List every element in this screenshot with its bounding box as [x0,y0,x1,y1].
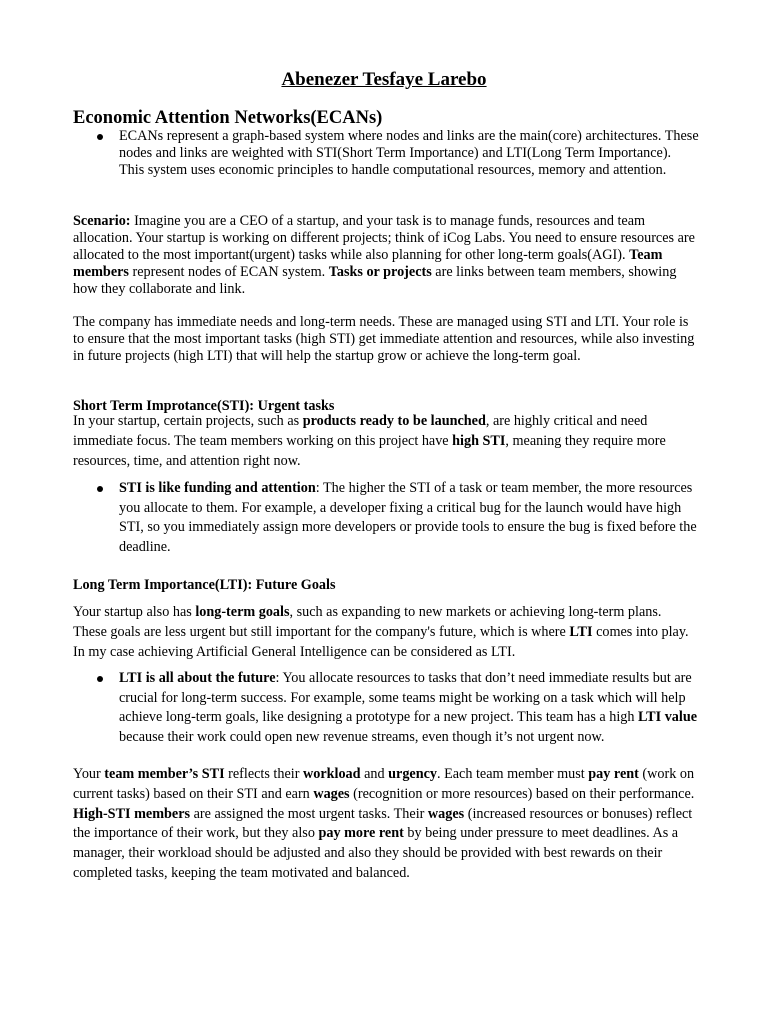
lti-text-1: Your startup also has [73,604,196,620]
scenario-bold-1: Team members [73,247,663,280]
final-text-8: (increased resources or bonuses) reflect the importance of their work, but they also [73,805,693,842]
sti-text-3: , meaning they require more resources, time, and attention right now. [73,432,666,469]
intro-bullet-text: ECANs represent a graph-based system where nodes and links are the main(core) architectures. These nodes and links are weighted with STI(Short Term Importance) and LTI(Long Term Importance). This system uses economic principles to handle computational resources, memory and attention. [119,128,699,178]
scenario-text-1: Imagine you are a CEO of a startup, and your task is to manage funds, resources and team allocation. Your startup is working on different projects; think of iCog Labs. You need to ensure resources are allocated to the most important(urgent) tasks while also planning for other long-term goals(AGI). [73,213,695,263]
final-bold-3: urgency [388,766,437,782]
lti-bold-2: LTI [569,623,593,640]
final-text-5: (work on current tasks) based on their STI and earn [73,766,695,802]
sti-text-1: In your startup, certain projects, such as [73,413,303,429]
final-bold-6: High-STI members [73,805,191,822]
final-paragraph [73,765,697,884]
sti-bold-2: high STI [452,432,506,449]
lti-heading: Long Term Importance(LTI): Future Goals [73,577,336,593]
sti-paragraph [73,412,697,471]
scenario-text-3: are links between team members, showing how they collaborate and link. [73,264,677,297]
sti-bullet-text: : The higher the STI of a task or team member, the more resources you allocate to them. For example, a developer fixing a critical bug for the launch would have high STI, so you immediately assign more developers or provide tools to ensure the bug is fixed before the deadline. [119,480,697,555]
bullet-icon [97,676,103,682]
company-paragraph: The company has immediate needs and long-term needs. These are managed using STI and LTI. Your role is to ensure that the most important tasks (high STI) get immediate attention and resources, while also investing in future projects (high LTI) that will help the startup grow or achieve the long-term goal. [73,314,695,364]
intro-bullet-item [119,128,699,179]
final-text-2: reflects their [224,766,303,782]
final-text-4: . Each team member must [437,766,589,782]
scenario-bold-2: Tasks or projects [328,264,432,280]
lti-bullet-item [119,669,699,747]
section-heading-ecans: Economic Attention Networks(ECANs) [73,108,383,128]
lti-bullet-text-2: because their work could open new revenue streams, even though it’s not urgent now. [119,728,605,745]
sti-heading: Short Term Improtance(STI): Urgent tasks [73,398,335,414]
final-text-7: are assigned the most urgent tasks. Their [190,805,428,822]
scenario-paragraph [73,213,697,298]
lti-bullet-text-1: : You allocate resources to tasks that don’t need immediate results but are crucial for long-term success. For example, some teams might be working on a task which will help achieve long-term goals, like designing a prototype for a new project. This team has a high [119,670,692,726]
final-text-9: by being under pressure to meet deadlines. As a manager, their workload should be adjusted and also they should be provided with best rewards on their completed tasks, keeping the team motivated and balanced. [73,825,679,881]
scenario-label: Scenario: [73,213,131,229]
lti-bullet-bold: LTI is all about the future [119,670,276,686]
final-bold-4: pay rent [588,766,639,782]
final-bold-7: wages [427,805,465,822]
bullet-icon [97,486,103,492]
final-bold-2: workload [302,766,361,782]
sti-bullet-bold: STI is like funding and attention [119,480,316,496]
final-bold-5: wages [313,785,350,802]
lti-bold-1: long-term goals [195,604,290,620]
sti-bold-1: products ready to be launched [302,413,486,429]
bullet-icon [97,134,103,140]
final-bold-8: pay more rent [318,825,404,842]
document-title: Abenezer Tesfaye Larebo [281,69,487,90]
lti-paragraph [73,603,697,662]
lti-text-2: , such as expanding to new markets or achieving long-term plans. These goals are less urgent but still important for the company's future, which is where [73,604,662,640]
scenario-text-2: represent nodes of ECAN system. [128,264,329,280]
final-text-1: Your [73,766,105,782]
sti-text-2: , are highly critical and need immediate focus. The team members working on this project have [73,413,648,449]
final-bold-1: team member’s STI [104,766,225,782]
final-text-6: (recognition or more resources) based on their performance. [349,785,695,802]
final-text-3: and [360,766,389,782]
lti-text-3: comes into play. In my case achieving Artificial General Intelligence can be considered as LTI. [73,623,689,660]
lti-bullet-bold-2: LTI value [638,709,698,726]
sti-bullet-item [119,479,699,557]
